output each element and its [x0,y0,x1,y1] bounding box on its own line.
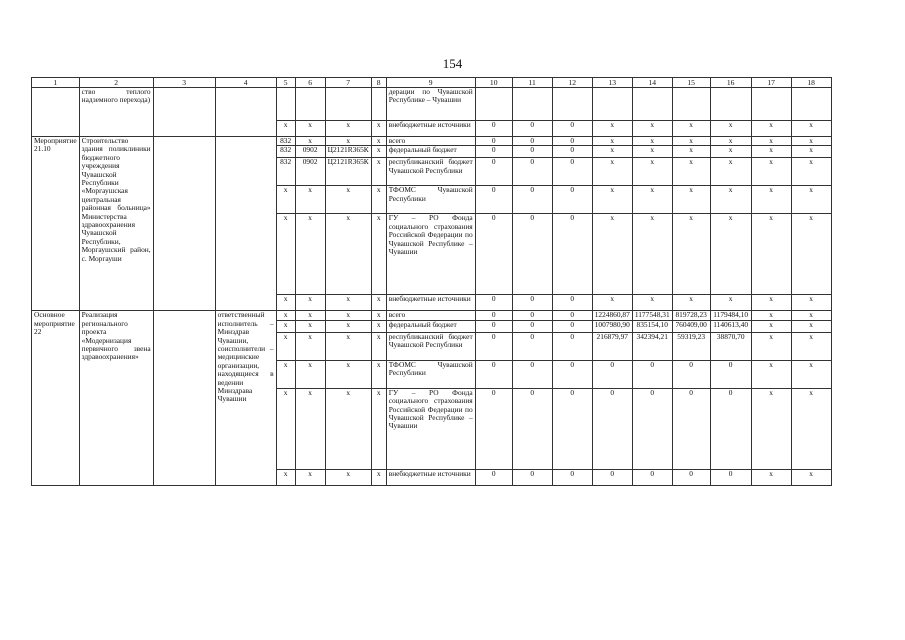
value-cell: 0 [512,146,552,158]
value-cell: x [751,332,791,360]
header-cell-6: 6 [295,78,325,88]
value-cell: x [791,214,831,295]
value-cell: 0 [552,214,592,295]
value-cell: x [710,158,751,186]
grbs-code-cell: x [276,320,295,332]
value-cell: 1007980,90 [592,320,632,332]
value-cell: 0 [710,469,751,485]
column-3-cell [153,137,215,311]
expense-type-cell [371,88,386,121]
value-cell: 0 [632,360,672,388]
value-cell: x [710,214,751,295]
target-article-cell: x [325,388,371,469]
value-cell: 0 [512,360,552,388]
expense-type-cell: x [371,332,386,360]
value-cell: 0 [512,332,552,360]
value-cell [751,88,791,121]
section-code-cell: x [295,311,325,320]
value-cell: x [791,137,831,146]
grbs-code-cell [276,88,295,121]
grbs-code-cell: x [276,360,295,388]
event-name-cell: Мероприятие 21.10 [32,137,80,311]
value-cell [512,88,552,121]
header-cell-13: 13 [592,78,632,88]
value-cell: 0 [552,137,592,146]
value-cell: x [710,137,751,146]
value-cell: x [672,186,710,214]
value-cell: 1140613,40 [710,320,751,332]
column-3-cell [153,88,215,137]
funding-source-cell: внебюджетные источники [386,295,475,311]
funding-source-cell: внебюджетные источники [386,469,475,485]
grbs-code-cell: x [276,214,295,295]
value-cell: x [592,186,632,214]
value-cell: 1179484,10 [710,311,751,320]
grbs-code-cell: 832 [276,146,295,158]
target-article-cell: x [325,469,371,485]
value-cell: x [632,214,672,295]
value-cell: 342394,21 [632,332,672,360]
funding-source-cell: республиканский бюджет Чувашской Республики [386,158,475,186]
value-cell: x [632,121,672,137]
value-cell: x [592,137,632,146]
value-cell: x [710,146,751,158]
section-code-cell: x [295,186,325,214]
value-cell: 0 [512,158,552,186]
value-cell: 0 [512,121,552,137]
event-name-cell [32,88,80,137]
target-article-cell: x [325,121,371,137]
value-cell: 0 [475,320,512,332]
value-cell: 0 [512,469,552,485]
value-cell: x [672,137,710,146]
value-cell: 0 [475,311,512,320]
value-cell: 0 [512,137,552,146]
grbs-code-cell: x [276,469,295,485]
value-cell: x [710,121,751,137]
value-cell: 760409,00 [672,320,710,332]
value-cell: 38870,70 [710,332,751,360]
value-cell: 1177548,31 [632,311,672,320]
value-cell: x [672,146,710,158]
header-cell-7: 7 [325,78,371,88]
value-cell: x [791,121,831,137]
target-article-cell: Ц2121R365К [325,158,371,186]
funding-source-cell: федеральный бюджет [386,320,475,332]
header-cell-11: 11 [512,78,552,88]
value-cell: 0 [552,360,592,388]
header-cell-4: 4 [215,78,276,88]
value-cell: x [632,137,672,146]
value-cell: 59319,23 [672,332,710,360]
header-cell-14: 14 [632,78,672,88]
page-number: 154 [442,56,463,71]
grbs-code-cell: x [276,332,295,360]
expense-type-cell: x [371,158,386,186]
header-row [32,78,832,88]
funding-source-cell: внебюджетные источники [386,121,475,137]
value-cell: 0 [632,469,672,485]
value-cell: x [632,158,672,186]
value-cell: 0 [512,320,552,332]
value-cell: 0 [475,360,512,388]
target-article-cell: Ц2121R365К [325,146,371,158]
value-cell: x [791,311,831,320]
target-article-cell: x [325,360,371,388]
value-cell: x [751,320,791,332]
value-cell: 0 [592,469,632,485]
expense-type-cell: x [371,469,386,485]
responsible-executor-cell: ответственный исполнитель – Минздрав Чувашии, соисполнители – медицинские организации, находящиеся в ведении Минздрава Чувашии [215,311,276,485]
header-cell-5: 5 [276,78,295,88]
header-cell-17: 17 [751,78,791,88]
event-name-cell: Основное мероприятие 22 [32,311,80,485]
header-cell-9: 9 [386,78,475,88]
section-code-cell: 0902 [295,158,325,186]
expense-type-cell: x [371,146,386,158]
value-cell: 0 [632,388,672,469]
event-description-cell: Строительство здания поликлиники бюджетного учреждения Чувашской Республики «Моргаушская центральная районная больница» Министерства здравоохранения Чувашской Республики, Моргаушский район, с. Моргауши [79,137,153,311]
value-cell: 0 [710,360,751,388]
grbs-code-cell: x [276,295,295,311]
value-cell [791,88,831,121]
value-cell: 0 [512,295,552,311]
value-cell: x [672,295,710,311]
value-cell: 0 [475,146,512,158]
grbs-code-cell: x [276,388,295,469]
value-cell: x [791,158,831,186]
table-row [32,88,832,121]
value-cell: 0 [475,121,512,137]
value-cell: x [672,158,710,186]
value-cell: 0 [512,186,552,214]
funding-source-cell: ТФОМС Чувашской Республики [386,360,475,388]
value-cell: 0 [552,295,592,311]
section-code-cell: x [295,214,325,295]
value-cell: 0 [475,388,512,469]
event-description-cell: ство теплого надземного перехода) [79,88,153,137]
value-cell: 1224860,87 [592,311,632,320]
value-cell: 0 [512,214,552,295]
funding-source-cell: ТФОМС Чувашской Республики [386,186,475,214]
column-3-cell [153,311,215,485]
value-cell: 0 [512,311,552,320]
header-cell-12: 12 [552,78,592,88]
expense-type-cell: x [371,360,386,388]
funding-source-cell: федеральный бюджет [386,146,475,158]
value-cell: 0 [672,469,710,485]
value-cell: x [791,388,831,469]
value-cell: x [791,186,831,214]
value-cell: 0 [592,360,632,388]
section-code-cell: x [295,295,325,311]
target-article-cell: x [325,295,371,311]
value-cell: x [751,214,791,295]
value-cell: 0 [475,469,512,485]
funding-source-cell: ГУ – РО Фонда социального страхования Российской Федерации по Чувашской Республике – Чувашии [386,388,475,469]
expense-type-cell: x [371,295,386,311]
value-cell [710,88,751,121]
value-cell: x [710,295,751,311]
value-cell: x [751,388,791,469]
value-cell [552,88,592,121]
value-cell: x [710,186,751,214]
funding-source-cell: республиканский бюджет Чувашской Республики [386,332,475,360]
value-cell: x [592,295,632,311]
target-article-cell: x [325,332,371,360]
budget-table [31,77,832,486]
header-cell-3: 3 [153,78,215,88]
value-cell: x [791,332,831,360]
value-cell: 0 [552,320,592,332]
funding-source-cell: дерации по Чувашской Республике – Чувашии [386,88,475,121]
value-cell: 0 [475,332,512,360]
value-cell: x [751,137,791,146]
target-article-cell: x [325,214,371,295]
section-code-cell: x [295,137,325,146]
expense-type-cell: x [371,186,386,214]
value-cell: x [751,469,791,485]
header-cell-16: 16 [710,78,751,88]
expense-type-cell: x [371,388,386,469]
section-code-cell: x [295,388,325,469]
value-cell: x [791,146,831,158]
value-cell: x [751,186,791,214]
value-cell: 0 [552,146,592,158]
target-article-cell [325,88,371,121]
value-cell: x [791,469,831,485]
responsible-executor-cell [215,137,276,311]
header-cell-1: 1 [32,78,80,88]
value-cell: 0 [552,469,592,485]
section-code-cell: 0902 [295,146,325,158]
header-cell-10: 10 [475,78,512,88]
value-cell: 0 [475,214,512,295]
section-code-cell: x [295,320,325,332]
value-cell: 0 [552,158,592,186]
value-cell [592,88,632,121]
expense-type-cell: x [371,121,386,137]
grbs-code-cell: x [276,186,295,214]
header-cell-18: 18 [791,78,831,88]
value-cell: 0 [475,137,512,146]
value-cell: x [751,295,791,311]
value-cell: x [632,186,672,214]
value-cell: x [751,360,791,388]
section-code-cell: x [295,121,325,137]
expense-type-cell: x [371,214,386,295]
target-article-cell: x [325,186,371,214]
value-cell: 0 [672,388,710,469]
value-cell: x [632,146,672,158]
value-cell: 0 [672,360,710,388]
value-cell: 819728,23 [672,311,710,320]
value-cell: x [751,121,791,137]
value-cell: 0 [475,158,512,186]
grbs-code-cell: x [276,311,295,320]
value-cell: x [672,214,710,295]
funding-source-cell: ГУ – РО Фонда социального страхования Российской Федерации по Чувашской Республике – Чувашии [386,214,475,295]
value-cell: 0 [552,311,592,320]
value-cell: 0 [552,388,592,469]
value-cell: x [672,121,710,137]
responsible-executor-cell [215,88,276,137]
funding-source-cell: всего [386,311,475,320]
value-cell: x [791,320,831,332]
target-article-cell: x [325,320,371,332]
expense-type-cell: x [371,311,386,320]
value-cell [672,88,710,121]
value-cell: 216879,97 [592,332,632,360]
value-cell: x [791,295,831,311]
event-description-cell: Реализация регионального проекта «Модернизация первичного звена здравоохранения» [79,311,153,485]
grbs-code-cell: 832 [276,158,295,186]
value-cell [632,88,672,121]
grbs-code-cell: x [276,121,295,137]
section-code-cell: x [295,469,325,485]
value-cell: x [592,214,632,295]
header-cell-15: 15 [672,78,710,88]
value-cell: 0 [512,388,552,469]
value-cell: 0 [592,388,632,469]
value-cell: 0 [475,186,512,214]
value-cell: x [751,146,791,158]
table-row [32,137,832,146]
target-article-cell: x [325,311,371,320]
value-cell: x [751,158,791,186]
value-cell: x [632,295,672,311]
header-cell-8: 8 [371,78,386,88]
section-code-cell: x [295,332,325,360]
section-code-cell [295,88,325,121]
target-article-cell: x [325,137,371,146]
value-cell: 0 [710,388,751,469]
grbs-code-cell: 832 [276,137,295,146]
value-cell: 0 [552,186,592,214]
value-cell: x [592,146,632,158]
value-cell: x [592,121,632,137]
value-cell: x [791,360,831,388]
value-cell: 835154,10 [632,320,672,332]
value-cell: 0 [552,121,592,137]
value-cell: x [592,158,632,186]
expense-type-cell: x [371,137,386,146]
value-cell [475,88,512,121]
value-cell: x [751,311,791,320]
funding-source-cell: всего [386,137,475,146]
table-row [32,311,832,320]
expense-type-cell: x [371,320,386,332]
value-cell: 0 [552,332,592,360]
section-code-cell: x [295,360,325,388]
value-cell: 0 [475,295,512,311]
header-cell-2: 2 [79,78,153,88]
